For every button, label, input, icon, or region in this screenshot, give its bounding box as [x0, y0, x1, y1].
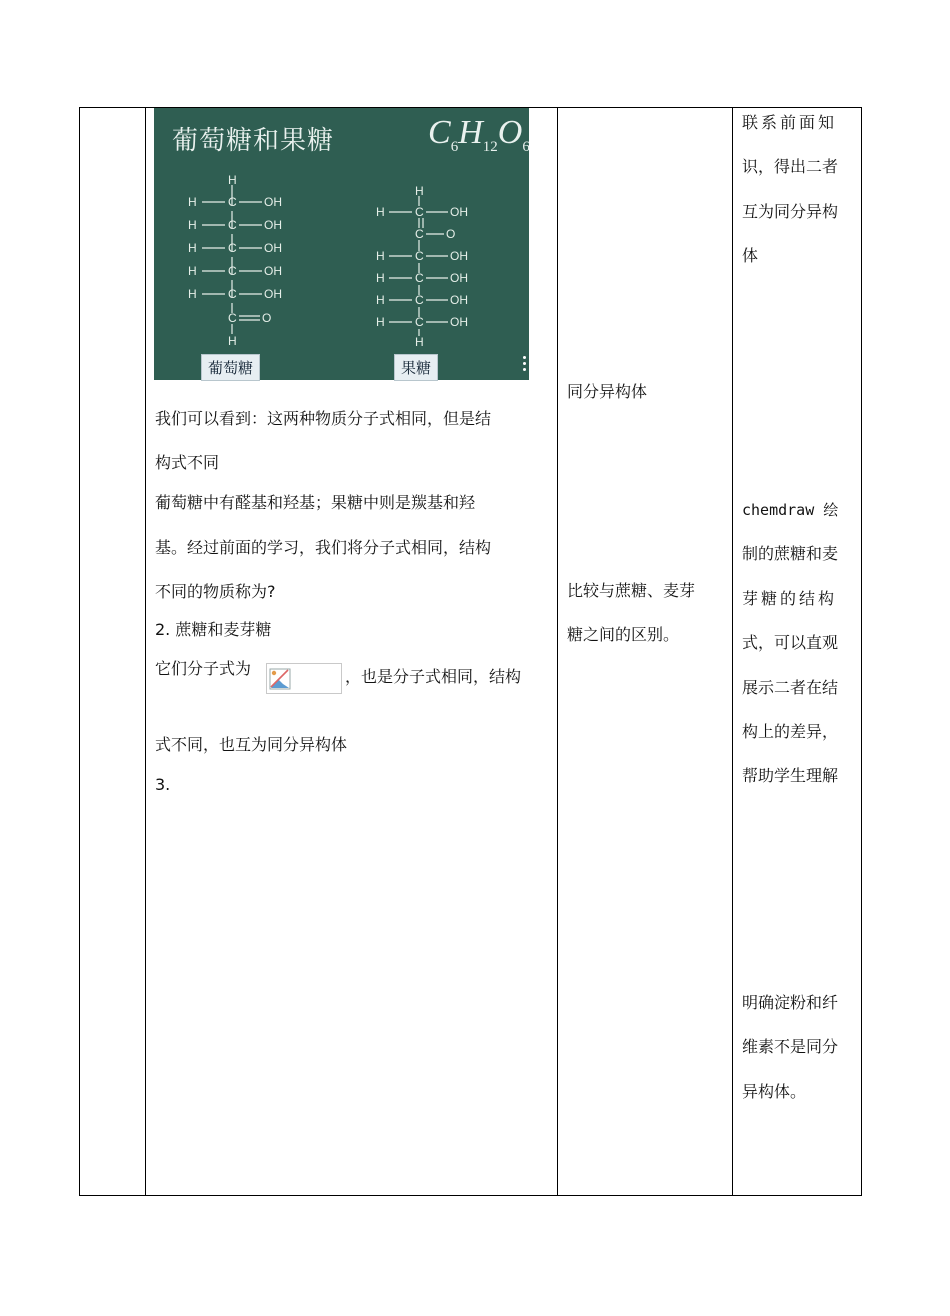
carbon-atom-label: C	[228, 218, 237, 232]
column-divider	[145, 107, 146, 1196]
hydroxyl-group-label: OH	[264, 241, 282, 255]
carbon-atom-label: C	[228, 241, 237, 255]
hydrogen-atom-label: H	[376, 293, 385, 307]
hydrogen-atom-label: H	[376, 271, 385, 285]
carbon-atom-label: C	[228, 287, 237, 301]
hydroxyl-group-label: OH	[450, 315, 468, 329]
intent-line: 异构体。	[742, 1082, 807, 1101]
hydrogen-atom-label: H	[188, 287, 197, 301]
molecular-formula: $C_6H_{12}O_6$	[428, 114, 530, 155]
paragraph-line: ，也是分子式相同，结构	[345, 667, 522, 686]
intent-line: 制的蔗糖和麦	[742, 544, 839, 563]
hydroxyl-group-label: OH	[450, 271, 468, 285]
paragraph-line: 构式不同	[155, 453, 220, 472]
hydrogen-atom-label: H	[228, 173, 237, 187]
glucose-label: 葡萄糖	[201, 354, 260, 381]
paragraph-line: 我们可以看到：这两种物质分子式相同，但是结	[155, 409, 492, 428]
intent-line: 芽糖的结构	[742, 589, 838, 608]
carbon-atom-label: C	[228, 195, 237, 209]
slide-title: 葡萄糖和果糖	[172, 126, 335, 156]
hydroxyl-group-label: OH	[264, 218, 282, 232]
intent-line: 展示二者在结	[742, 678, 839, 697]
paragraph-line: 基。经过前面的学习，我们将分子式相同，结构	[155, 538, 492, 557]
paragraph-line: 它们分子式为	[155, 659, 252, 678]
column-divider	[732, 107, 733, 1196]
hydroxyl-group-label: OH	[264, 195, 282, 209]
carbon-atom-label: C	[415, 293, 424, 307]
hydrogen-atom-label: H	[188, 264, 197, 278]
paragraph-line: 3.	[155, 775, 171, 794]
carbon-atom-label: C	[228, 311, 237, 325]
student-activity: 同分异构体	[567, 382, 648, 401]
intent-line: chemdraw 绘	[742, 501, 839, 519]
column-divider	[557, 107, 558, 1196]
hydroxyl-group-label: OH	[450, 205, 468, 219]
intent-line: 明确淀粉和纤	[742, 993, 839, 1012]
carbon-atom-label: C	[415, 205, 424, 219]
carbon-atom-label: C	[415, 271, 424, 285]
hydrogen-atom-label: H	[188, 195, 197, 209]
paragraph-line: 2. 蔗糖和麦芽糖	[155, 620, 272, 639]
paragraph-line: 式不同，也互为同分异构体	[155, 735, 348, 754]
student-activity: 糖之间的区别。	[567, 625, 680, 644]
hydrogen-atom-label: H	[415, 335, 424, 349]
hydrogen-atom-label: H	[415, 184, 424, 198]
fructose-label: 果糖	[394, 354, 438, 381]
intent-line: 联系前面知	[742, 113, 838, 132]
glucose-fructose-slide-image	[154, 108, 529, 380]
hydrogen-atom-label: H	[188, 241, 197, 255]
hydroxyl-group-label: OH	[450, 249, 468, 263]
hydrogen-atom-label: H	[376, 315, 385, 329]
intent-line: 识，得出二者	[742, 157, 839, 176]
intent-line: 式，可以直观	[742, 633, 839, 652]
hydroxyl-group-label: OH	[450, 293, 468, 307]
hydrogen-atom-label: H	[188, 218, 197, 232]
hydroxyl-group-label: OH	[264, 264, 282, 278]
intent-line: 体	[742, 246, 759, 265]
oxygen-atom-label: O	[446, 227, 456, 241]
student-activity: 比较与蔗糖、麦芽	[567, 581, 696, 600]
hydrogen-atom-label: H	[376, 205, 385, 219]
hydroxyl-group-label: OH	[264, 287, 282, 301]
paragraph-line: 不同的物质称为?	[155, 582, 276, 601]
carbon-atom-label: C	[228, 264, 237, 278]
hydrogen-atom-label: H	[376, 249, 385, 263]
intent-line: 互为同分异构	[742, 202, 839, 221]
intent-line: 维素不是同分	[742, 1037, 839, 1056]
more-options-icon	[523, 356, 527, 376]
broken-image-icon	[266, 663, 342, 694]
intent-line: 构上的差异，	[742, 722, 839, 741]
carbon-atom-label: C	[415, 249, 424, 263]
oxygen-atom-label: O	[262, 311, 272, 325]
carbon-atom-label: C	[415, 315, 424, 329]
carbon-atom-label: C	[415, 227, 424, 241]
structural-formulas	[154, 108, 529, 380]
hydrogen-atom-label: H	[228, 334, 237, 348]
paragraph-line: 葡萄糖中有醛基和羟基；果糖中则是羰基和羟	[155, 493, 476, 512]
intent-line: 帮助学生理解	[742, 766, 839, 785]
